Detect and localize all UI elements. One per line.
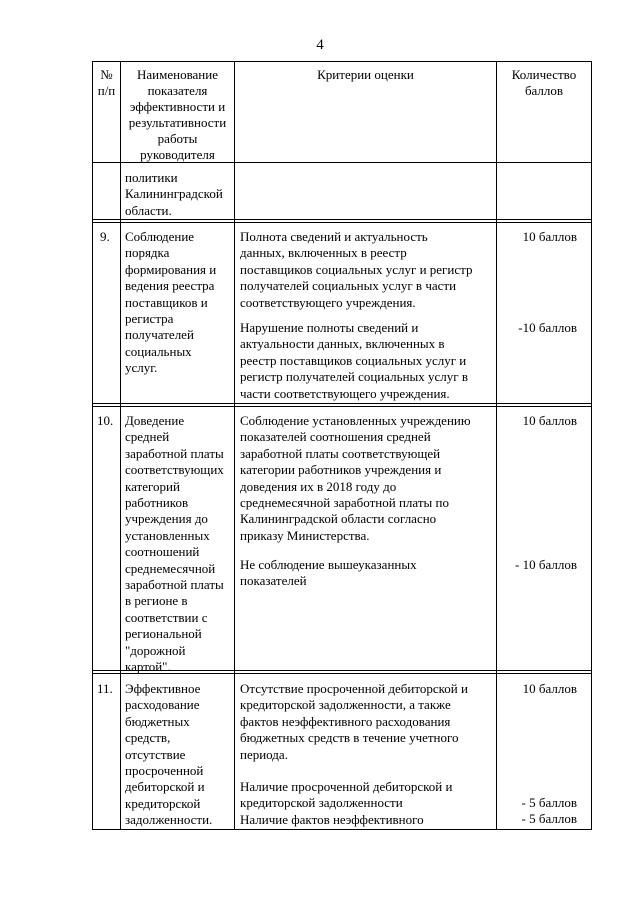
criteria-cell: Полнота сведений и актуальность данных, включенных в реестр поставщиков социальных услуг и регистр получателей социальных услуг в части соответствующего учреждения.: [240, 229, 473, 310]
row-divider: [92, 406, 592, 407]
points-cell: - 10 баллов: [515, 557, 577, 572]
points-cell: 10 баллов: [522, 681, 577, 696]
points-cell: 10 баллов: [522, 229, 577, 244]
header-criteria: Критерии оценки: [317, 67, 414, 82]
indicator-cell: Соблюдение порядка формирования и ведения реестра поставщиков и регистра получателей социальных услуг.: [125, 229, 217, 376]
column-border: [234, 61, 235, 830]
row-divider: [92, 222, 592, 223]
page-number: 4: [316, 37, 324, 53]
header-indicator: Наименование показателя эффективности и результативности работы руководителя: [128, 67, 227, 162]
indicator-cell: политики Калининградской области.: [125, 170, 223, 218]
criteria-cell: Соблюдение установленных учреждению показателей соотношения средней заработной платы соответствующей категории работников учреждения и доведения их в 2018 году до среднемесячной заработной платы по Калининградской области согласно приказу Министерства.: [240, 413, 471, 543]
points-cell: - 5 баллов: [521, 811, 577, 826]
indicator-cell: Доведение средней заработной платы соответствующих категорий работников учреждения до установленных соотношений среднемесячной заработной платы в регионе в соответствии с региональной "дорожной картой".: [125, 413, 224, 675]
indicator-cell: Эффективное расходование бюджетных средств, отсутствие просроченной дебиторской и кредиторской задолженности.: [125, 681, 213, 828]
points-cell: - 5 баллов: [521, 795, 577, 810]
row-number: 9.: [100, 229, 110, 244]
column-border: [496, 61, 497, 830]
row-number: 10.: [97, 413, 114, 428]
criteria-cell: Не соблюдение вышеуказанных показателей: [240, 557, 417, 589]
table-border-top: [92, 61, 592, 62]
criteria-cell: Отсутствие просроченной дебиторской и кредиторской задолженности, а также фактов неэффективного расходования бюджетных средств в течение учетного периода.: [240, 681, 468, 762]
header-points: Количество баллов: [511, 67, 577, 98]
table-border-bottom: [92, 829, 592, 830]
points-cell: -10 баллов: [518, 320, 577, 335]
column-border: [591, 61, 592, 830]
row-divider: [92, 403, 592, 404]
column-border: [120, 61, 121, 830]
row-number: 11.: [97, 681, 113, 696]
criteria-cell: Наличие просроченной дебиторской и кредиторской задолженности Наличие фактов неэффективного: [240, 779, 453, 827]
points-cell: 10 баллов: [522, 413, 577, 428]
header-num: № п/п: [97, 67, 116, 98]
criteria-cell: Нарушение полноты сведений и актуальности данных, включенных в реестр поставщиков социальных услуг и регистр получателей социальных услуг в части соответствующего учреждения.: [240, 320, 468, 401]
column-border: [92, 61, 93, 830]
